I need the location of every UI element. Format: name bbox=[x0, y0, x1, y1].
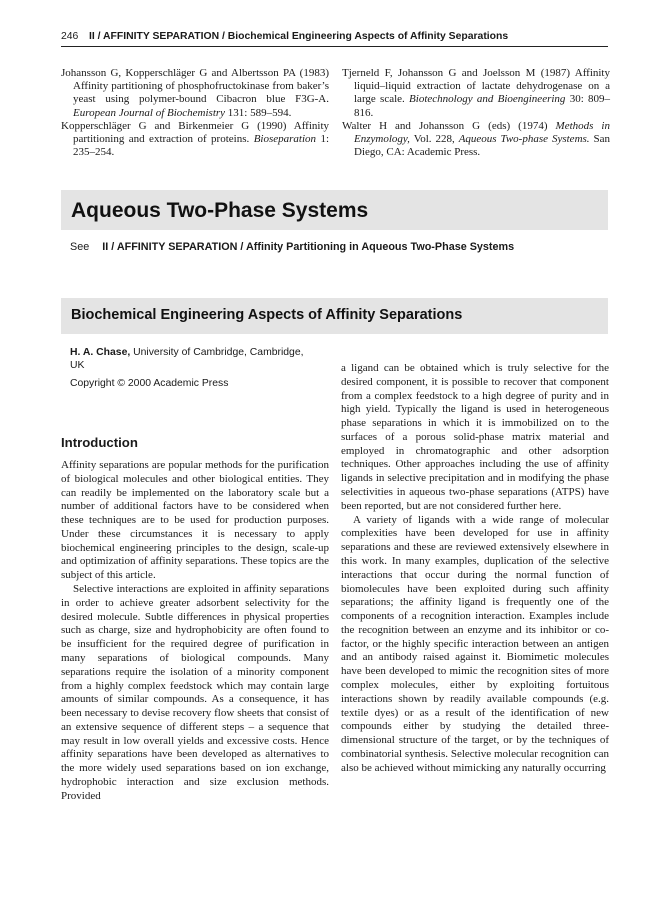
entry-title: Aqueous Two-Phase Systems bbox=[71, 199, 369, 222]
page-number: 246 bbox=[61, 31, 79, 42]
section-heading: Introduction bbox=[61, 435, 138, 450]
article-title: Biochemical Engineering Aspects of Affinity Separations bbox=[71, 307, 463, 323]
paragraph: Affinity separations are popular methods for the purification of biological molecules and other biological entities. They can readily be implemented on the laboratory scale but a number of additional factors have to be considered when these techniques are to be used for production purposes. Under these circumstances it is necessary to apply biochemical engineering principles to the design, scale-up and optimization of affinity separations. These topics are the subject of this article. bbox=[61, 459, 329, 582]
running-title: II / AFFINITY SEPARATION / Biochemical Engineering Aspects of Affinity Separations bbox=[89, 31, 509, 42]
paragraph: Selective interactions are exploited in affinity separations in order to achieve greater adsorbent selectivity for the desired molecule. Subtle differences in physical properties such as charge, size and hydrophobicity are often found to be insufficient for the required degree of purification in many separations of biological compounds. Many separations require the isolation of a minority component from a highly complex feedstock which may contain large amounts of similar compounds. As a consequence, it has been necessary to devise recovery flow sheets that consist of an extensive sequence of different steps – a sequence that may result in low overall yields and excessive costs. Hence affinity separations have been developed as alternatives to the more widely used separations based on ion exchange, hydrophobic interaction and size exclusion methods. Provided bbox=[61, 583, 329, 802]
body-left-column bbox=[61, 459, 329, 804]
references-left-column bbox=[61, 67, 329, 159]
cross-reference-link[interactable]: II / AFFINITY SEPARATION / Affinity Partitioning in Aqueous Two-Phase Systems bbox=[102, 241, 515, 253]
body-right-column bbox=[341, 362, 609, 775]
article-title-banner bbox=[61, 298, 608, 334]
reference-item: Kopperschläger G and Birkenmeier G (1990) Affinity partitioning and extraction of proteins. Bioseparation 1: 235–254. bbox=[61, 119, 330, 159]
reference-item: Walter H and Johansson G (eds) (1974) Methods in Enzymology, Vol. 228, Aqueous Two-phase Systems. San Diego, CA: Academic Press. bbox=[342, 119, 611, 159]
running-header bbox=[61, 28, 608, 47]
author-affiliation: University of Cambridge, Cambridge, UK bbox=[70, 347, 304, 371]
reference-item: Tjerneld F, Johansson G and Joelsson M (1987) Affinity liquid–liquid extraction of lactate dehydrogenase on a large scale. Biotechnology and Bioengineering 30: 809–816. bbox=[342, 67, 611, 119]
entry-title-banner bbox=[61, 190, 608, 230]
copyright-line: Copyright © 2000 Academic Press bbox=[70, 378, 229, 389]
paragraph: a ligand can be obtained which is truly selective for the desired component, it is possible to recover that component from a complex feedstock to a high degree of purity and in high yield. Typically the ligand is used in heterogeneous phase separations in which it is immobilized on to the surfaces of a porous solid-phase matrix material and employed in chromatographic and other adsorption techniques. Other approaches including the use of affinity ligands in selective precipitation and in modifying the phase selectivities in aqueous two-phase separations (ATPS) have been reported, but are not considered further here. bbox=[341, 362, 609, 512]
cross-reference bbox=[70, 241, 514, 253]
references-right-column bbox=[342, 67, 610, 159]
reference-item: Johansson G, Kopperschläger G and Albertsson PA (1983) Affinity partitioning of phosphofructokinase from baker’s yeast using polymer-bound Cibacron blue F3G-A. European Journal of Biochemistry 131: 589–594. bbox=[61, 67, 329, 119]
see-label: See bbox=[70, 241, 90, 253]
author-name: H. A. Chase, bbox=[70, 347, 131, 358]
author-block bbox=[70, 346, 310, 372]
paragraph: A variety of ligands with a wide range of molecular complexities have been developed for use in affinity separations and these are reviewed extensively elsewhere in this work. In many examples, duplication of the selective interactions that occur during the normal function of biomolecules have been exploited during such affinity separations; the affinity ligand is frequently one of the components of a recognition interaction. Examples include the recognition between an enzyme and its inhibitor or co-factor, or the highly specific interaction between an antigen and an antibody raised against it. Biomimetic molecules have been developed to mimic the recognition sites of more complex molecules, either by exploiting fortuitous interactions shown by readily available compounds (e.g. textile dyes) or as a result of the identification of new compounds either by studying the detailed three-dimensional structure of the target, or by the techniques of combinatorial synthesis. Selective molecular recognition can also be achieved without mimicking any naturally occurring bbox=[341, 513, 609, 774]
